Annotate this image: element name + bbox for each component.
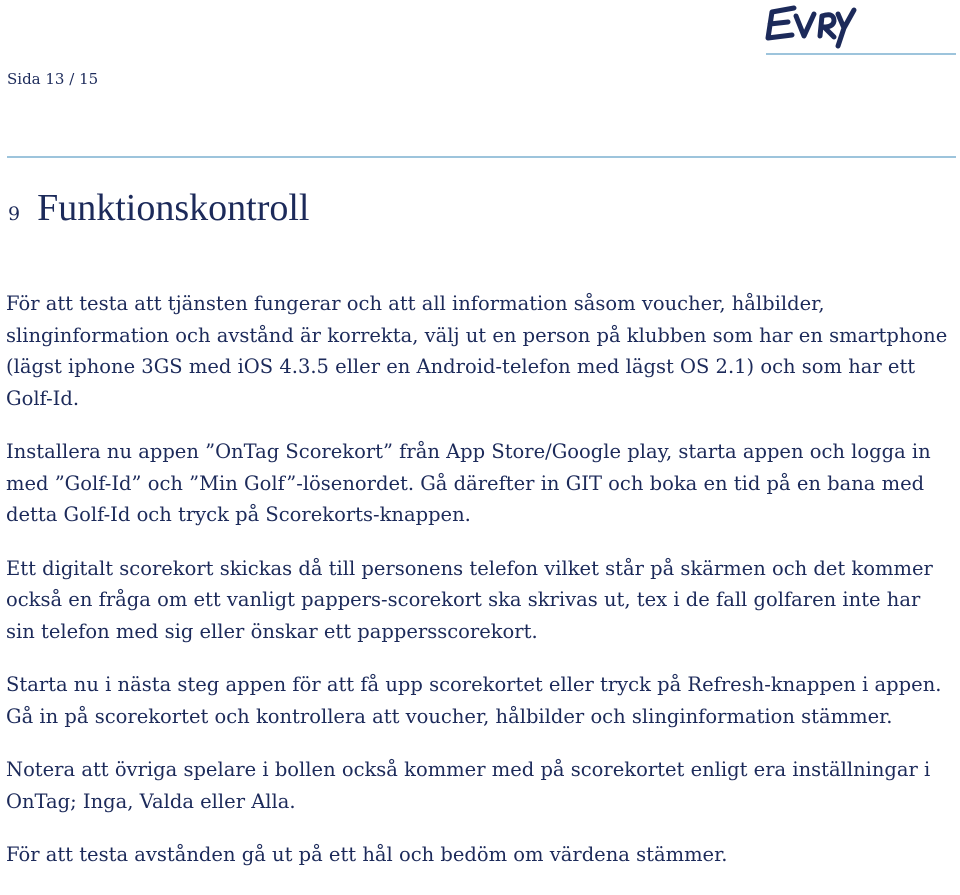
- section-title: Funktionskontroll: [37, 187, 310, 229]
- paragraph: Starta nu i nästa steg appen för att få upp scorekortet eller tryck på Refresh-knappen i appen. Gå in på scorekortet och kontrollera att voucher, hålbilder och slinginformation stämmer.: [6, 673, 942, 728]
- paragraph: Notera att övriga spelare i bollen också kommer med på scorekortet enligt era inställningar i OnTag; Inga, Valda eller Alla.: [6, 758, 931, 813]
- paragraph: Installera nu appen ”OnTag Scorekort” från App Store/Google play, starta appen och logga in med ”Golf-Id” och ”Min Golf”-lösenordet. Gå därefter in GIT och boka en tid på en bana med detta Golf-Id och tryck på Scorekorts-knappen.: [6, 440, 931, 526]
- section-number: 9: [8, 203, 21, 225]
- section-heading: [8, 186, 309, 230]
- paragraph: För att testa att tjänsten fungerar och att all information såsom voucher, hålbilder, slinginformation och avstånd är korrekta, välj ut en person på klubben som har en smartphone (lägst iphone 3GS med iOS 4.3.5 eller en Android-telefon med lägst OS 2.1) och som har ett Golf-Id.: [6, 292, 948, 410]
- paragraph: För att testa avstånden gå ut på ett hål och bedöm om värdena stämmer.: [6, 843, 728, 866]
- page-number: Sida 13 / 15: [7, 70, 99, 88]
- body-text: [6, 288, 954, 893]
- header-divider: [7, 156, 956, 158]
- logo-divider: [766, 53, 956, 55]
- paragraph: Ett digitalt scorekort skickas då till personens telefon vilket står på skärmen och det kommer också en fråga om ett vanligt pappers-scorekort ska skrivas ut, tex i de fall golfaren inte har sin telefon med sig eller önskar ett pappersscorekort.: [6, 556, 933, 643]
- evry-logo: [764, 2, 860, 50]
